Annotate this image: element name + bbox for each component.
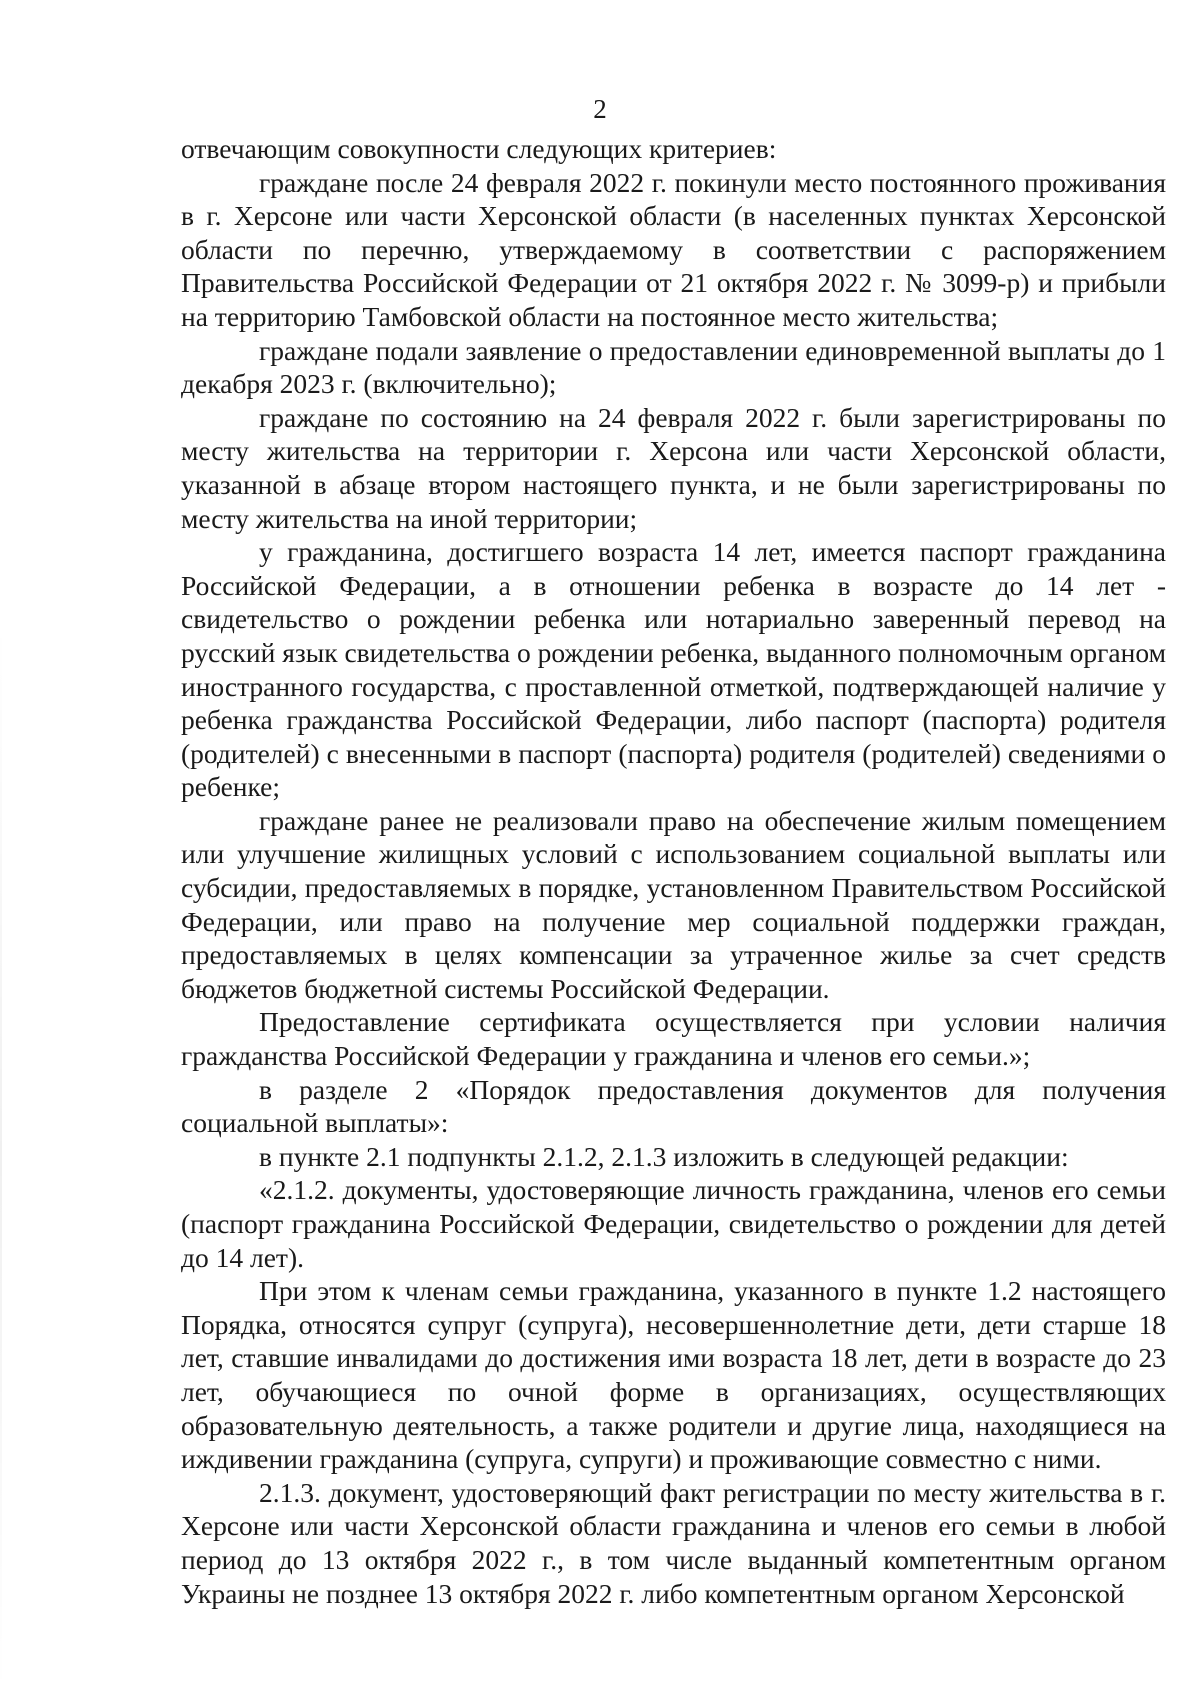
paragraph: граждане подали заявление о предоставлении единовременной выплаты до 1 декабря 2023 г. (включительно); xyxy=(181,334,1166,400)
paragraph: 2.1.3. документ, удостоверяющий факт регистрации по месту жительства в г. Херсоне или части Херсонской области гражданина и членов его семьи в любой период до 13 октября 2022 г., в том числе выданный компетентным органом Украины не позднее 13 октября 2022 г. либо компетентным органом Херсонской xyxy=(181,1476,1166,1609)
paragraph: граждане по состоянию на 24 февраля 2022 г. были зарегистрированы по месту жительства на территории г. Херсона или части Херсонской области, указанной в абзаце втором настоящего пункта, и не были зарегистрированы по месту жительства на иной территории; xyxy=(181,401,1166,534)
paragraph: в пункте 2.1 подпункты 2.1.2, 2.1.3 изложить в следующей редакции: xyxy=(259,1140,1069,1172)
paragraph: у гражданина, достигшего возраста 14 лет, имеется паспорт гражданина Российской Федерации, а в отношении ребенка в возрасте до 14 лет - свидетельство о рождении ребенка или нотариально заверенный перевод на русский язык свидетельства о рождении ребенка, выданного полномочным органом иностранного государства, с проставленной отметкой, подтверждающей наличие у ребенка гражданства Российской Федерации, либо паспорт (паспорта) родителя (родителей) с внесенными в паспорт (паспорта) родителя (родителей) сведениями о ребенке; xyxy=(181,536,1166,803)
paragraph: При этом к членам семьи гражданина, указанного в пункте 1.2 настоящего Порядка, относятся супруг (супруга), несовершеннолетние дети, дети старше 18 лет, ставшие инвалидами до достижения ими возраста 18 лет, дети в возрасте до 23 лет, обучающиеся по очной форме в организациях, осуществляющих образовательную деятельность, а также родители и другие лица, находящиеся на иждивении гражданина (супруга, супруги) и проживающие совместно с ними. xyxy=(181,1275,1166,1475)
paragraph: граждане после 24 февраля 2022 г. покинули место постоянного проживания в г. Херсоне или части Херсонской области (в населенных пунктах Херсонской области по перечню, утверждаемому в соответствии с распоряжением Правительства Российской Федерации от 21 октября 2022 г. № 3099-р) и прибыли на территорию Тамбовской области на постоянное место жительства; xyxy=(181,166,1166,332)
document-body xyxy=(181,132,1166,1610)
page-number: 2 xyxy=(593,94,607,124)
paragraph: граждане ранее не реализовали право на обеспечение жилым помещением или улучшение жилищных условий с использованием социальной выплаты или субсидии, предоставляемых в порядке, установленном Правительством Российской Федерации, или право на получение мер социальной поддержки граждан, предоставляемых в целях компенсации за утраченное жилье за счет средств бюджетов бюджетной системы Российской Федерации. xyxy=(181,804,1166,1004)
paragraph: Предоставление сертификата осуществляется при условии наличия гражданства Российской Федерации у гражданина и членов его семьи.»; xyxy=(181,1006,1166,1072)
paragraph: отвечающим совокупности следующих критериев: xyxy=(181,133,777,164)
paragraph: «2.1.2. документы, удостоверяющие личность гражданина, членов его семьи (паспорт гражданина Российской Федерации, свидетельство о рождении для детей до 14 лет). xyxy=(181,1174,1166,1273)
paragraph: в разделе 2 «Порядок предоставления документов для получения социальной выплаты»: xyxy=(181,1073,1166,1139)
scan-edge-shadow xyxy=(0,620,2,1697)
